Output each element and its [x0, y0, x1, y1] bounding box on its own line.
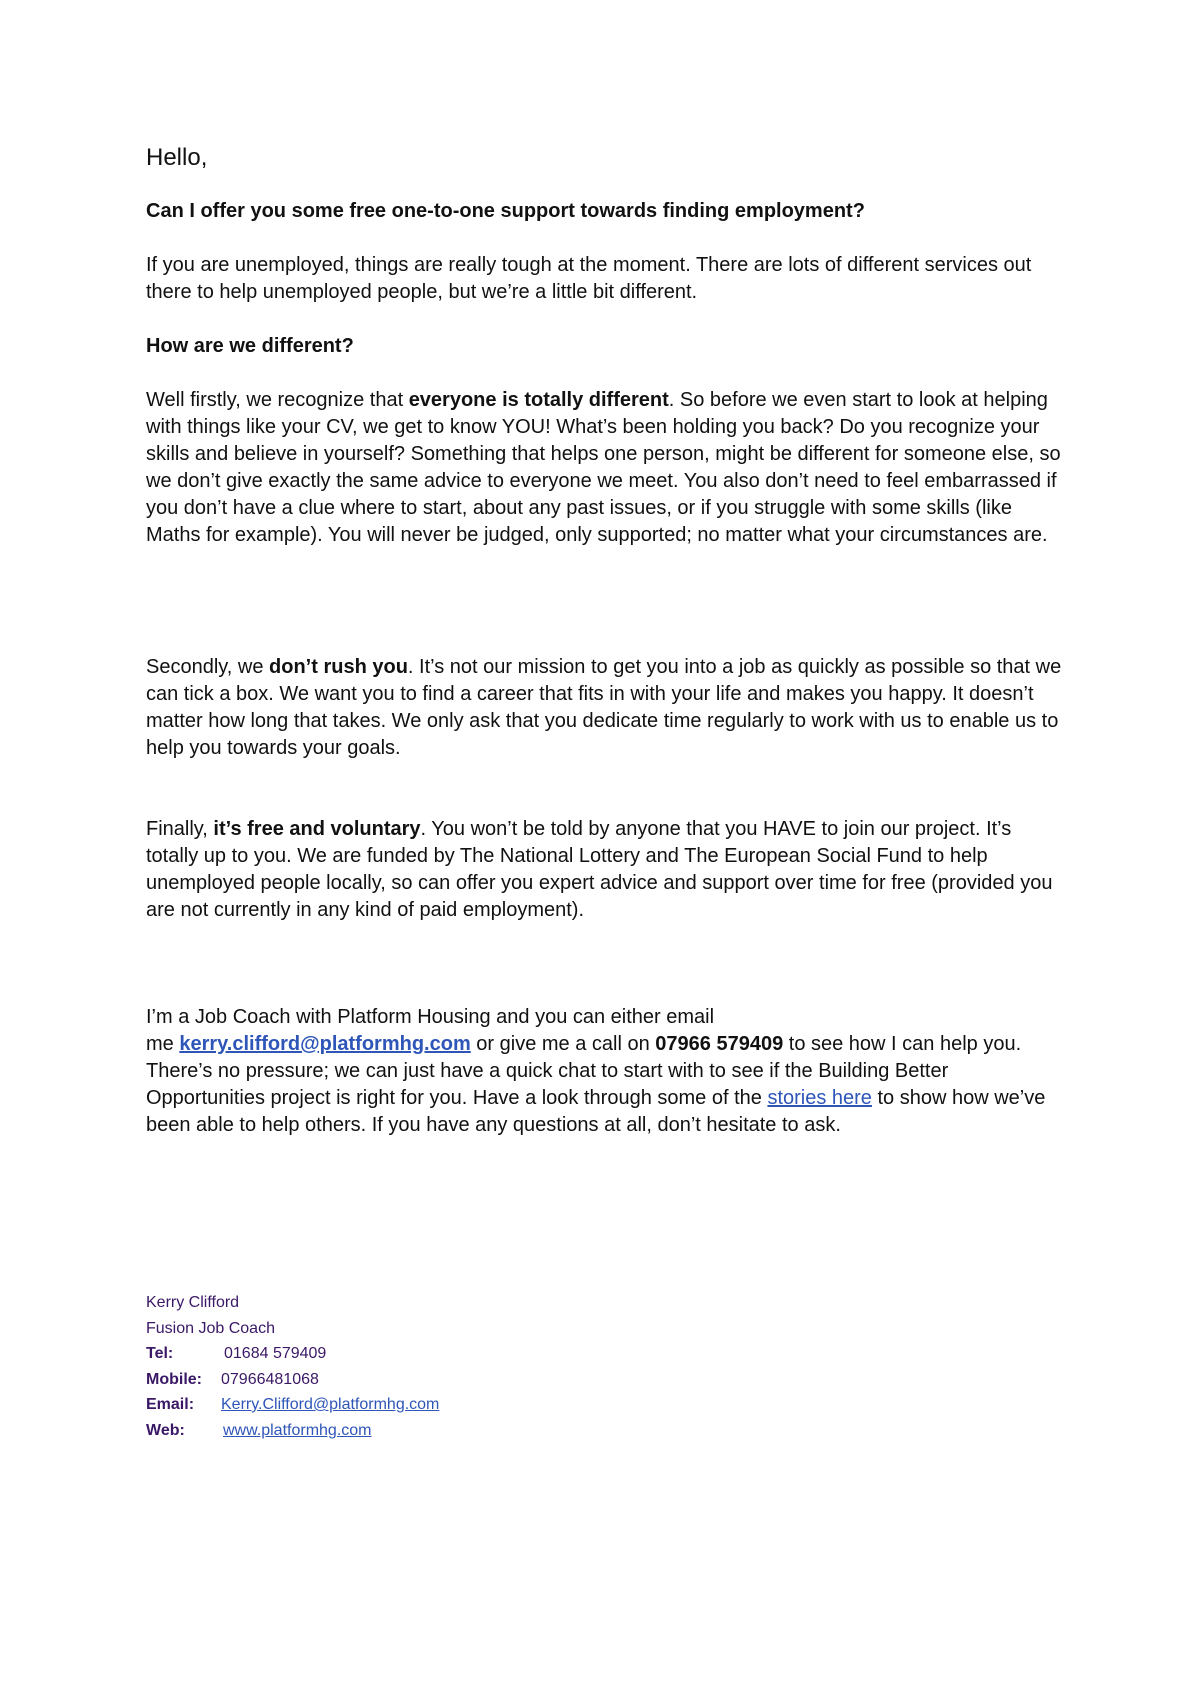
paragraph-firstly [146, 387, 1066, 549]
finally-rest: . You won’t be told by anyone that you HAVE to join our project. It’s totally up to you. We are funded by The National Lottery and The European Social Fund to help unemployed people locally, so can offer you expert advice and support over time for free (provided you are not currently in any kind of paid employment). [146, 818, 1053, 921]
tel-label: Tel: [146, 1345, 174, 1362]
mobile-label: Mobile: [146, 1370, 202, 1388]
signature-email-link[interactable]: Kerry.Clifford@platformhg.com [221, 1396, 440, 1413]
secondly-lead: Secondly, we [146, 656, 270, 678]
mobile-value: 07966481068 [221, 1370, 319, 1388]
email-label: Email: [146, 1396, 195, 1413]
contact-line1: I’m a Job Coach with Platform Housing and you can either email [146, 1006, 715, 1028]
signature-mobile-row [146, 1367, 746, 1393]
finally-bold: it’s free and voluntary [213, 818, 421, 840]
signature-tel-row [146, 1341, 746, 1367]
secondly-rest: . It’s not our mission to get you into a job as quickly as possible so that we can tick a box. We want you to find a career that fits in with your life and makes you happy. It doesn’t matter how long that takes. We only ask that you dedicate time regularly to work with us to enable us to help you towards your goals. [146, 656, 1062, 759]
contact-end: to show how we’ve been able to help others. If you have any questions at all, don’t hesitate to ask. [146, 1087, 1046, 1136]
paragraph-contact [146, 1004, 1066, 1139]
secondly-bold: don’t rush you [269, 656, 408, 678]
contact-after-phone: to see how I can help you. There’s no pressure; we can just have a quick chat to start with to see if the Building Better Opportunities project is right for you. Have a look through some of the [146, 1033, 1022, 1109]
contact-me: me [146, 1033, 180, 1055]
greeting: Hello, [146, 144, 208, 171]
finally-lead: Finally, [146, 818, 214, 840]
email-signature [146, 1290, 746, 1443]
signature-name-row [146, 1290, 746, 1316]
web-label: Web: [146, 1421, 185, 1439]
signature-web-link[interactable]: www.platformhg.com [223, 1421, 372, 1439]
paragraph-secondly [146, 654, 1066, 762]
stories-link[interactable]: stories here [767, 1087, 872, 1109]
tel-value: 01684 579409 [224, 1345, 327, 1362]
signature-email-row [146, 1392, 746, 1418]
signature-title: Fusion Job Coach [146, 1319, 275, 1337]
firstly-bold: everyone is totally different [408, 389, 669, 411]
paragraph-finally [146, 816, 1066, 924]
signature-name: Kerry Clifford [146, 1294, 240, 1311]
contact-call-text: or give me a call on [470, 1033, 656, 1055]
email-link[interactable]: kerry.clifford@platformhg.com [179, 1033, 471, 1055]
question-heading: Can I offer you some free one-to-one support towards finding employment? [146, 200, 865, 222]
firstly-rest: . So before we even start to look at helping with things like your CV, we get to know YOU! What’s been holding you back? Do you recognize your skills and believe in yourself? Something that helps one person, might be different for someone else, so we don’t give exactly the same advice to everyone we meet. You also don’t need to feel embarrassed if you don’t have a clue where to start, about any past issues, or if you struggle with some skills (like Maths for example). You will never be judged, only supported; no matter what your circumstances are. [146, 389, 1061, 546]
contact-phone: 07966 579409 [655, 1033, 784, 1055]
signature-title-row [146, 1316, 746, 1342]
signature-web-row [146, 1418, 746, 1444]
firstly-lead: Well firstly, we recognize that [146, 389, 409, 411]
intro-paragraph: If you are unemployed, things are really tough at the moment. There are lots of different services out there to help unemployed people, but we’re a little bit different. [146, 254, 1032, 303]
different-heading: How are we different? [146, 335, 354, 357]
